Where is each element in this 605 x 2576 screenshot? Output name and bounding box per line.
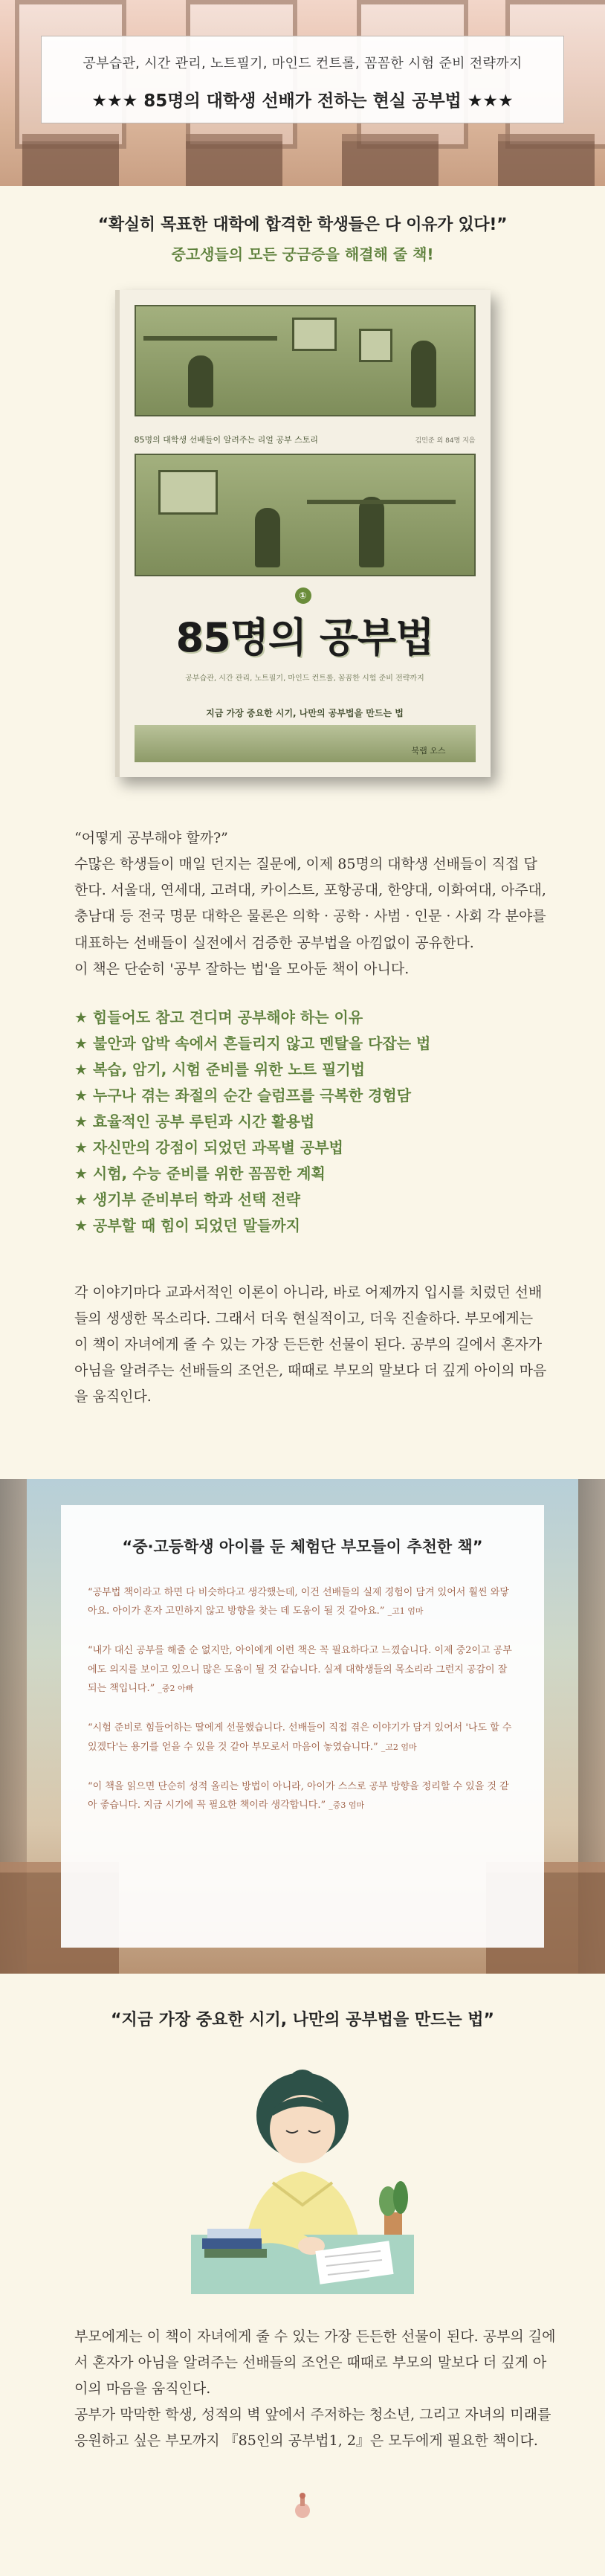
publisher-name: 북랩 오스	[411, 746, 446, 756]
closing-title: “지금 가장 중요한 시기, 나만의 공부법을 만드는 법”	[111, 2010, 494, 2029]
cover-illustration-bottom	[135, 725, 476, 762]
cover-illustration-top	[135, 305, 476, 416]
body-paragraph: 부모에게는 이 책이 자녀에게 줄 수 있는 가장 든든한 선물이 된다. 공부의 길에서 혼자가 아님을 알려주는 선배들의 조언은 때때로 부모의 말보다 더 깊게 아이의 마음을 움직인다.	[74, 2328, 556, 2397]
checklist-item: ★ 자신만의 강점이 되었던 과목별 공부법	[74, 1138, 343, 1156]
end-mark-icon	[288, 2491, 317, 2521]
review-item	[88, 1719, 517, 1756]
book-small-text: 공부습관, 시간 관리, 노트필기, 마인드 컨트롤, 꼼꼼한 시험 준비 전략까지	[185, 674, 424, 683]
picture-frame	[292, 318, 337, 351]
checklist-item: ★ 힘들어도 참고 견디며 공부해야 하는 이유	[74, 1008, 363, 1026]
stars-left: ★★★	[91, 91, 138, 111]
cover-author: 김민준 외 84명 지음	[415, 437, 476, 445]
volume-badge: ①	[295, 587, 311, 604]
checklist-item: ★ 복습, 암기, 시험 준비를 위한 노트 필기법	[74, 1060, 365, 1078]
cover-illustration-middle	[135, 454, 476, 576]
body-paragraph: 공부가 막막한 학생, 성적의 벽 앞에서 주저하는 청소년, 그리고 자녀의 미래를 응원하고 싶은 부모까지 『85인의 공부법1, 2』은 모두에게 필요한 책이다.	[74, 2406, 551, 2450]
student-figure	[188, 355, 213, 408]
book-tagline: 지금 가장 중요한 시기, 나만의 공부법을 만드는 법	[206, 708, 404, 718]
checklist-item: ★ 효율적인 공부 루틴과 시간 활용법	[74, 1112, 315, 1130]
intro-quote: “확실히 목표한 대학에 합격한 학생들은 다 이유가 있다!”	[97, 216, 508, 234]
classroom-desk	[342, 134, 439, 186]
checklist-item: ★ 누구나 겪는 좌절의 순간 슬럼프를 극복한 경험담	[74, 1086, 412, 1104]
review-author: _고2 엄마	[381, 1742, 417, 1752]
cover-band-text: 85명의 대학생 선배들이 알려주는 리얼 공부 스토리	[134, 435, 318, 445]
intro-body	[74, 825, 550, 982]
shelf	[143, 336, 277, 341]
classroom-desk	[22, 134, 119, 186]
closing-body	[74, 2324, 557, 2455]
body-paragraph: 이 책은 단순히 '공부 잘하는 법'을 모아둔 책이 아니다.	[74, 960, 410, 977]
checklist-item: ★ 불안과 압박 속에서 흔들리지 않고 멘탈을 다잡는 법	[74, 1034, 431, 1052]
review-item	[88, 1583, 517, 1621]
recommendation-box	[61, 1505, 544, 1948]
hero-headline	[42, 87, 563, 112]
body-paragraph: 수많은 학생들이 매일 던지는 질문에, 이제 85명의 대학생 선배들이 직접 답한다. 서울대, 연세대, 고려대, 카이스트, 포항공대, 한양대, 이화여대, 아주대, 충남대 등 전국 명문 대학은 물론은 의학 · 공학 · 사범 · 인문 · 사회 각 분야를 대표하는 선배들이 실전에서 검증한 공부법을 아낌없이 공유한다.	[74, 856, 546, 951]
window-frame	[158, 470, 218, 515]
review-text: “이 책을 읽으면 단순히 성적 올리는 방법이 아니라, 아이가 스스로 공부 방향을 정리할 수 있을 것 같아 좋습니다. 지금 시기에 꼭 필요한 책이라 생각합니다.”	[88, 1780, 509, 1812]
review-author: _고1 엄마	[387, 1606, 424, 1616]
hero-headline-text: 85명의 대학생 선배가 전하는 현실 공부법	[143, 91, 462, 111]
book-cover	[115, 290, 491, 777]
feature-checklist	[74, 1005, 557, 1239]
student-figure	[255, 508, 280, 567]
student-figure	[411, 341, 436, 408]
stars-right: ★★★	[467, 91, 514, 111]
checklist-item: ★ 생기부 준비부터 학과 선택 전략	[74, 1190, 300, 1208]
classroom-desk	[186, 134, 282, 186]
recommendation-title: “중·고등학생 아이를 둔 체험단 부모들이 추천한 책”	[122, 1537, 483, 1556]
intro-section	[0, 186, 605, 264]
checklist-item: ★ 공부할 때 힘이 되었던 말들까지	[74, 1216, 300, 1234]
studying-student-illustration	[161, 2056, 444, 2294]
review-author: _중2 아빠	[158, 1683, 194, 1693]
review-item	[88, 1777, 517, 1815]
review-item	[88, 1641, 517, 1698]
cover-band	[135, 431, 476, 448]
body-paragraph: 각 이야기마다 교과서적인 이론이 아니라, 바로 어제까지 입시를 치렀던 선배들의 생생한 목소리다. 그래서 더욱 현실적이고, 더욱 진솔하다. 부모에게는 이 책이 자녀에게 줄 수 있는 가장 든든한 선물이 된다. 공부의 길에서 혼자가 아님을 알려주는 선배들의 조언은, 때때로 부모의 말보다 더 깊게 아이의 마음을 움직인다.	[74, 1284, 547, 1405]
hero-text-box	[41, 36, 564, 123]
student-figure	[359, 497, 384, 567]
hero-tagline: 공부습관, 시간 관리, 노트필기, 마인드 컨트롤, 꼼꼼한 시험 준비 전략까지	[82, 56, 522, 71]
intro-subtitle: 중고생들의 모든 궁금증을 해결해 줄 책!	[171, 245, 434, 263]
checklist-item: ★ 시험, 수능 준비를 위한 꼼꼼한 계획	[74, 1164, 326, 1182]
book-title: 85명의 공부법	[175, 614, 434, 661]
recommendation-section	[0, 1479, 605, 1974]
review-author: _중3 엄마	[329, 1800, 365, 1811]
end-mark-svg	[288, 2491, 317, 2521]
classroom-desk	[498, 134, 595, 186]
review-text: “공부법 책이라고 하면 다 비슷하다고 생각했는데, 이건 선배들의 실제 경험이 담겨 있어서 훨씬 와닿아요. 아이가 혼자 고민하지 않고 방향을 찾는 데 도움이 될 것 같아요.”	[88, 1586, 509, 1617]
studying-student-svg	[161, 2056, 444, 2294]
body-paragraph: “어떻게 공부해야 할까?”	[74, 830, 228, 846]
shelf	[307, 500, 456, 504]
after-checklist-body	[74, 1280, 550, 1411]
review-text: “시험 준비로 힘들어하는 딸에게 선물했습니다. 선배들이 직접 겪은 이야기가 담겨 있어서 '나도 할 수 있겠다'는 용기를 얻을 수 있을 것 같아 부모로서 마음이 놓였습니다.”	[88, 1722, 512, 1753]
picture-frame	[359, 329, 392, 362]
hero-banner	[0, 0, 605, 186]
review-text: “내가 대신 공부를 해줄 순 없지만, 아이에게 이런 책은 꼭 필요하다고 느꼈습니다. 이제 중2이고 공부에도 의지를 보이고 있으니 많은 도움이 될 것 같습니다. 실제 대학생들의 목소리라 그런지 공감이 잘 되는 책입니다.”	[88, 1645, 512, 1694]
